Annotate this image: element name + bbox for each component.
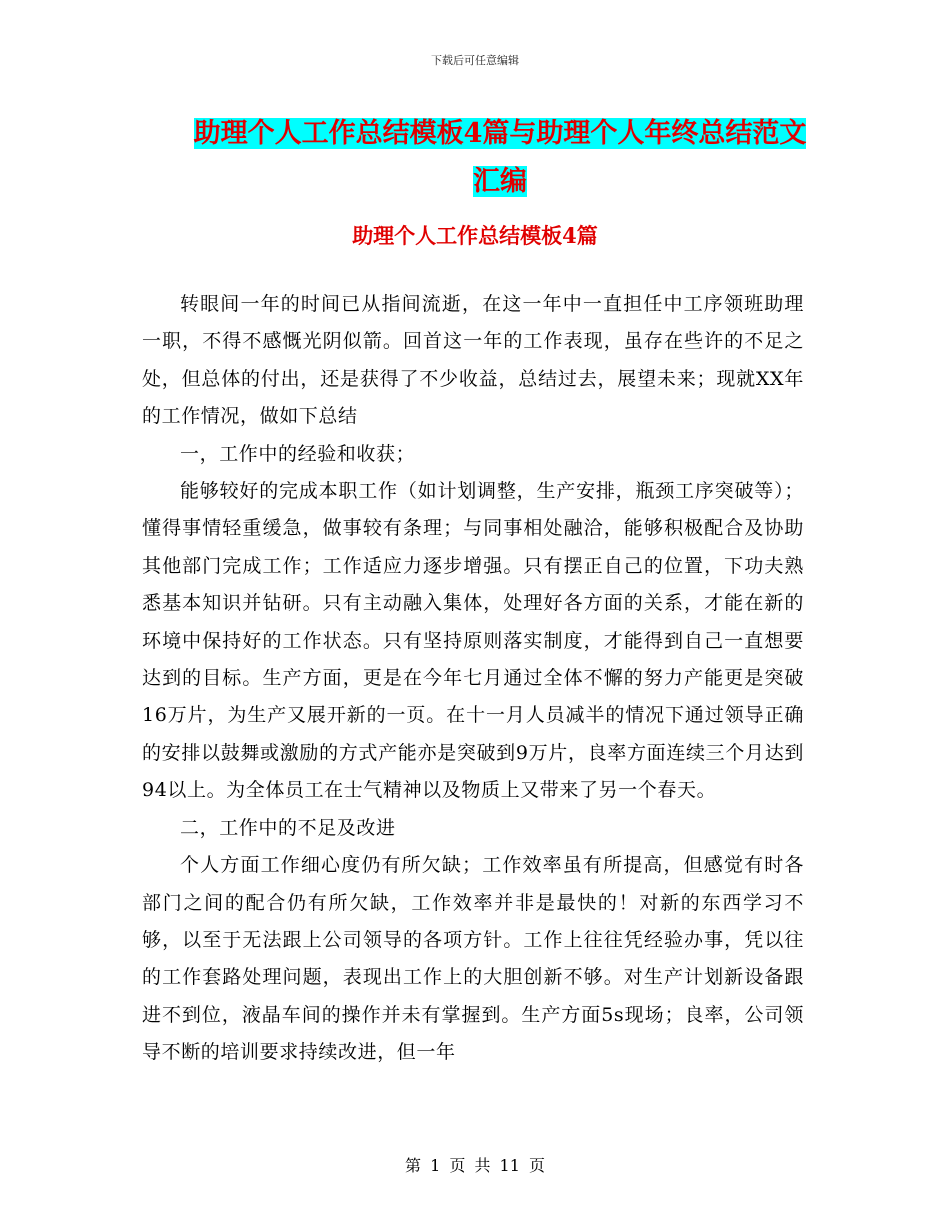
document-body <box>142 286 804 1072</box>
header-note: 下载后可任意编辑 <box>431 54 519 67</box>
section-heading-shortcomings: 二，工作中的不足及改进 <box>180 816 396 839</box>
paragraph-shortcomings: 个人方面工作细心度仍有所欠缺；工作效率虽有所提高，但感觉有时各部门之间的配合仍有所欠缺，工作效率并非是最快的！对新的东西学习不够，以至于无法跟上公司领导的各项方针。工作上往往凭经验办事，凭以往的工作套路处理问题，表现出工作上的大胆创新不够。对生产计划新设备跟进不到位，液晶车间的操作并未有掌握到。生产方面5s现场；良率，公司领导不断的培训要求持续改进，但一年 <box>142 854 804 1064</box>
section-title: 助理个人工作总结模板4篇 <box>352 223 598 248</box>
document-title-line1: 助理个人工作总结模板4篇与助理个人年终总结范文 <box>193 118 807 149</box>
document-title <box>190 110 810 206</box>
document-title-line2: 汇编 <box>473 166 527 197</box>
section-heading-experience: 一，工作中的经验和收获； <box>180 442 416 465</box>
paragraph-experience: 能够较好的完成本职工作（如计划调整，生产安排，瓶颈工序突破等）；懂得事情轻重缓急，做事较有条理；与同事相处融洽，能够积极配合及协助其他部门完成工作；工作适应力逐步增强。只有摆正自己的位置，下功夫熟悉基本知识并钻研。只有主动融入集体，处理好各方面的关系，才能在新的环境中保持好的工作状态。只有坚持原则落实制度，才能得到自己一直想要达到的目标。生产方面，更是在今年七月通过全体不懈的努力产能更是突破16万片，为生产又展开新的一页。在十一月人员减半的情况下通过领导正确的安排以鼓舞或激励的方式产能亦是突破到9万片，良率方面连续三个月达到94以上。为全体员工在士气精神以及物质上又带来了另一个春天。 <box>142 480 804 802</box>
paragraph-intro: 转眼间一年的时间已从指间流逝，在这一年中一直担任中工序领班助理一职，不得不感慨光阴似箭。回首这一年的工作表现，虽存在些许的不足之处，但总体的付出，还是获得了不少收益，总结过去，展望未来；现就XX年的工作情况，做如下总结 <box>142 293 804 428</box>
page-number: 第 1 页 共 11 页 <box>405 1156 545 1175</box>
